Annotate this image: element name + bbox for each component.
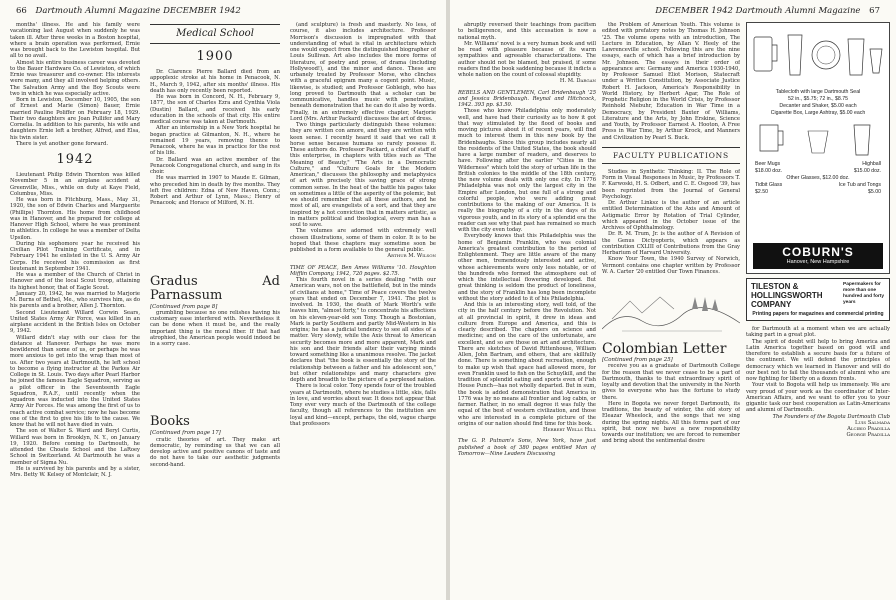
paragraph: Second Lieutenant Willard Corwin Sears, United States Army Air Force, was killed in an airplane accident in the British Isles on October 9, 1942. [10, 309, 140, 335]
right-column-2 [602, 22, 740, 596]
page-number: 67 [869, 6, 880, 16]
ad-line: 52 in., $5.75; 72 in., $8.75 [788, 96, 848, 102]
ad-item-price: $5.00 [868, 189, 881, 195]
ad-line: Tablecloth with large Dartmouth Seal [775, 89, 861, 95]
author-signature: Herbert Wells Hill [543, 427, 596, 433]
continued-note: [Continued from page 17] [150, 430, 221, 437]
author-signature: Arthur M. Wilson [387, 253, 436, 260]
ad-item-label: Ice Tub and Tongs [838, 182, 881, 188]
left-page [0, 0, 446, 600]
paragraph: January 20, 1942, he was married to Marjorie M. Burns of Bethel, Me., who survives him, as do his parents and a brother, Allen J. Thornton. [10, 290, 140, 310]
paragraph: And this is an interesting story, well told, of the city in the half century before the Revolution. Not at all provincial in spirit, it drew in ideas and culture from Europe and America, and this is clearly described. The chapters on science and medicine; and on the care of the unfortunate, are excellent, and so are those on art and architecture. There are sketches of David Rittenhouse, William Allen, John Bartram, and others, that are skillfully done. There is something about recreation, enough to make up wish that space had allowed more, for even Franklin used to fish on the Schuylkill, and the tradition of splendid eating and sports even of Fish House Punch—has not wholly departed. But in sum, the book is added demonstration that America in 1776 was by no means all frontier and log cabin, or farmer. Rather, in no small degree it was fully the equal of the best of western civilization, and those who are interested in a complete picture of the origins of our nation should find time for this book. [458, 302, 596, 427]
paragraph: He was married in 1907 to Maude E. Gilman, who preceded him in death by five months. They left five children: Edna of New Haven, Conn.; Robert and Arthur of Lynn, Mass.; Henry of Penacook; and Horace of Milford, N. H. [150, 175, 280, 207]
ad-item-label: Tidbit Glass [755, 182, 783, 188]
paragraph: receive you as a graduate of Dartmouth College for the reason that we never cease to be a part of Dartmouth, thanks to that extraordinary spirit of loyalty and devotion that the university in the North gives to everyone who has the fortune to study there. [602, 363, 740, 401]
coburn-location: Hanover, New Hampshire [786, 259, 850, 265]
ad-item-price: $18.00 doz. [755, 168, 783, 174]
paragraph: The spirit of doubt will help to bring America and Latin America together based on good will and therefore to establish a secure basis for a future of the continent. We will defend the principles of democracy which we learned in Hanover and will do our best not to fail the thousands of alumni who are now fighting for liberty on a dozen fronts. [746, 338, 890, 382]
paragraph: (and sculpture) is fresh and masterly. No less, of course, it also includes architecture. Professor Morrison's discussion is impregnated with that understanding of what is vital in architecture which one would expect from the distinguished biographer of Louis Sullivan. Art also includes the more forms of literature, of poetry and prose, of drama (including Hollywood!), and the minor and dance. These are urbanely treated by Professor Morse, who clinches with a graceful epigram many a cogent point. Music, likewise, is studied; and Professor Gobleigh, who has long proved to Dartmouth that a scholar can be communicative, handles music with penetration, beneath demonstration that he can do it also by words. Finally, in an extremely effective chapter, Marjorie Lord (Mrs. Arthur Packard) discusses the art of dress. [290, 22, 436, 122]
paragraph: Studies in Synthetic Thinking: II. The Role of Form in Visual Responses in Music, by Professors T. F. Karwoski, H. S. Odbert, and C. E. Osgood '39, has been reprinted from the Journal of General Psychology. [602, 168, 740, 200]
mountain-sketch-illustration [602, 279, 740, 334]
right-running-head [655, 6, 886, 16]
paragraph: Dr. Arthur Linksz is the author of an article entitled Determination of the Axis and Amount of Astigmatic Error by Rotation of Trial Cylinder, which appeared in the October issue of the Archives of Ophthalmology. [602, 200, 740, 231]
paragraph: Dr. Clarence Pierre Ballard died from an appoplexic stroke at his home in Penacook, N. H., March 9, 1942, after six months' illness. His death has only recently been reported. [150, 69, 280, 94]
book-title: TIME OF PEACE, Ben Ames Williams '10. Houghton Mifflin Company, 1942, 720 pages. $2.75. [290, 264, 436, 277]
paragraph: The volumes are adorned with extremely well chosen illustrations, some of them in color. It is to be hoped that these chapters may sometime soon be published in a form available to the general public. [290, 228, 436, 253]
paragraph: Mr. Williams' novel is a very human book and will be read with pleasure because of its warm sympathies and agreeable characterizations. The author should not be blamed, but praised, if some readers find the book saddening because it indicts a whole nation on the count of colossal stupidity. [458, 40, 596, 78]
right-column-1 [458, 22, 596, 596]
paragraph: Here in Bogota we never forget Dartmouth, its traditions, the beauty of winter, the old story of Eleazar Wheelock, and the songs that we sing during the spring nights. All this forms part of our spirit, but now we have a new responsibility towards our institution; we are forced to remember and bring about the sentimental desire [602, 400, 740, 445]
paragraph: He was a member of the Church of Christ in Hanover and of the local Scout troop, attaining its highest honor, that of Eagle Scout. [10, 272, 140, 291]
ad-item-label: Other Glasses, $12.00 doz. [786, 175, 850, 181]
paragraph: This fourth novel in a series dealing "with our American wars, not on the battlefield, but in the minds of civilians at home," Time of Peace covers the twelve years that ended on December 7, 1941. The plot is involved. In 1930, the death of Mark Worth's wife leaves him, "almost forty," to concentrate his affections on his eleven-year-old son Tony. Though a Bostonian, Mark is partly Southern and partly Mid-Western in his origins; he has a judicial tendency to see all sides of a matter. Very slowly, while the Axis threat to American security becomes more and more apparent, Mark and his son and their friends alter their varying minds toward something like a unanimous resolve. The jacket declares that "the book is essentially the story of the relationship between a father and his adolescent son," but other relationships and many characters give depth and breadth to the picture of a perplexed nation. [290, 277, 436, 383]
tileston-name: HOLLINGSWORTH [751, 291, 823, 300]
ad-item-price: $15.00 doz. [853, 168, 881, 174]
paragraph: abruptly reversed their teachings from pacifism to belligerence, and this accusation is now a national myth. [458, 22, 596, 41]
continued-note: [Continued from page 25] [602, 357, 673, 363]
paragraph: cratic theories of art. They make art democratic, by reminding us that we can all develop active and positive canons of taste and do not have to take our aesthetic judgments second-hand. [150, 436, 280, 468]
paragraph: Those who know Philadelphia only moderately well, and have had their curiosity as to how it got that way stimulated by the flood of books and moving pictures about it of recent years, will find much to interest them in this new book by the Bridenbaughs. Since this group includes nearly all the residents of the United States, the book should have a large number of readers, and deserves to have. Following after the earlier "Cities in the Wilderness" which told the story of urban life in the British colonies to the middle of the 18th century, the new volume deals with only one city. In 1776 Philadelphia was not only the largest city in the Empire after London, but one full of a strong and colorful people, who were adding great contributions to the making of our America. It is really the biography of a city in the days of its vigorous youth, and in its story of a splendid era the reader can see why that past has remained so much with the city even today. [458, 108, 596, 233]
paragraph: Dr. Ballard was an active member of the Penacook Congregational church, and sang in its choir. [150, 156, 280, 175]
continued-note: [Continued from page 8] [150, 303, 218, 310]
paragraph: grumbling because no one relishes having his customary ease interfered with. Nevertheless it can be done when it must be, and the really important thing is the moral fiber. If that had atrophied, the American people would indeed be in a sorry case. [150, 309, 280, 347]
ad-item-price: $2.50 [755, 189, 768, 195]
tileston-ad [746, 278, 890, 321]
paragraph: He is survived by his parents and by a sister, Mrs. Betty W. Kelsey of Montclair, N. J. [10, 465, 140, 478]
author-signature: H. M. Dargan [559, 78, 596, 85]
left-column-1 [10, 22, 140, 596]
paragraph: Everybody knows that this Philadelphia was the home of Benjamin Franklin, who was colonial America's greatest contribution to the period of Enlightenment. They are little aware of the many other men, tremendously interested and active, whose achievements were only less notable, or of the hundreds who formed the atmosphere out of which the intellectual flowering developed. But great thinking is seldom the product of loneliness, and the story of Franklin has long been incomplete without the story added to it of his Philadelphia. [458, 233, 596, 302]
right-column-3 [746, 22, 890, 596]
paragraph: months' illness. He and his family were vacationing last August when suddenly he was taken ill. After three weeks in a Boston hospital, where a brain operation was performed, Ernie was brought back to the Lewiston hospital. But all to no avail. [10, 22, 140, 60]
paragraph: After an internship in a New York hospital he began practice at Gilmanton, N. H., where he remained 19 years, removing thence to Penacook, where he was in practice for the rest of his life. [150, 125, 280, 157]
mug-illustration [748, 121, 888, 161]
signer: Luis Salmada [855, 419, 890, 426]
paragraph: He was born in Fitchburg, Mass., May 31, 1920, the son of Edwin Charles and Marguerite (Phillips) Thornton. His home from childhood was in Hanover, and he prepared for college at Hanover High School, where he was prominent in athletics. In college he was a member of Delta Upsilon. [10, 197, 140, 241]
section-title: FACULTY PUBLICATIONS [602, 147, 740, 164]
tileston-side-text: Papermakers for more than one hundred and forty years [843, 282, 885, 305]
article-title: Books [150, 414, 190, 430]
paragraph: He was born in Concord, N. H., February 9, 1877, the son of Charles Ezra and Cynthia Viola (Dustin) Ballard, and received his early education in the schools of that city. His entire medical course was taken at Dartmouth. [150, 94, 280, 125]
book-title: REBELS AND GENTLEMEN, Carl Bridenbaugh '25 and Jessica Bridenbaugh. Reynal and Hitchcock, 1942. 393 pp. $3.50. [458, 89, 596, 108]
paragraph: There is local color. Tony spends four of the troubled years at Dartmouth, where he studies a little, skis, falls in love, and worries about war. It does not appear that Tony ever very much of the Dartmouth of the college faculty, though all references to the institution are loyal and kind—except, perhaps, the old, vague charge that professors [290, 383, 436, 427]
running-head-text: DECEMBER 1942 Dartmouth Alumni Magazine [655, 6, 861, 16]
paragraph: Your visit to Bogota will help us immensely. We are very proud of your work as the coordinator of Inter-American Affairs, and we want to offer you to your gigantic task our best cooperation as Latin-Americans and alumni of Dartmouth. [746, 382, 890, 414]
class-year-heading: 1942 [56, 152, 94, 167]
paragraph: Almost his entire business career was devoted to the Bauer Hardware Co. of Lewiston, of which Ernie was treasurer and co-owner. His interests were many, and they all involved helping others. The Salvation Army and the Boy Scouts were two in which he was especially active. [10, 59, 140, 97]
paragraph: Dr. R. M. Trum, Jr. is the author of A Revision of the Genus Dictyopteris, which appears as contribution CXLIII of Contributions from the Gray Herbarium of Harvard University. [602, 231, 740, 256]
coburn-name: COBURN'S [782, 245, 854, 259]
signer: George Pradilla [846, 432, 890, 439]
article-title: Gradus Ad Parnassum [150, 273, 280, 303]
tileston-name: COMPANY [751, 300, 792, 309]
article-title: Colombian Letter [602, 341, 727, 357]
paragraph: The son of Walter S. Ward and Beryl Curtis, Willard was born in Brooklyn, N. Y., on January 19, 1920. Before coming to Dartmouth, he attended the Choate School and the LaRoey School in Switzerland. At Dartmouth he was a member of Sigma Nu. [10, 428, 140, 466]
paragraph: the Problem of American Youth. This volume is edited with prefatory notes by Thomas H. Johnson '25. The volume opens with an introduction, The Lecture in Education, by Allan V. Heely of the Lawrenceville school. Following this are the nine essays, each of which has a brief introduction by Mr. Johnson. The essays in their order of appearance are: Germany and America 1930-1940, by Professor Samuel Eliot Morison, Statecraft under a Written Constitution, by Associate Justice Robert H. Jackson, America's Responsibility in World History, by Herbert Agar, The Role of Prophetic Religion in the World Crisis, by Professor Reinhold Niebuhr, Education in War Time in a Democracy, by President Baxter of Williams, Literature and the Arts, by John Erskine, Science and Youth, by Professor Earnest A. Hooton, A Free Press in War Time, by Arthur Krock, and Manners and Civilization by Pearl S. Buck. [602, 22, 740, 141]
ad-line: Cigarette Box, Large Ashtray, $5.00 each [770, 110, 866, 116]
class-year-heading: 1900 [196, 49, 234, 64]
tileston-name: TILESTON & [751, 282, 799, 291]
running-head-text: Dartmouth Alumni Magazine DECEMBER 1942 [35, 6, 241, 16]
paragraph: Born in Lewiston, December 10, 1905, the son of Ernest and Marie (Simon) Bauer, Ernie married Pauline Poliffer on February 18, 1929. Their two daughters are Joan Pullifer and Mary Cornelia. In addition to his parents, his wife and daughters Ernie left a brother, Alfred, and Elsa, his twin sister. [10, 97, 140, 141]
page-number: 66 [16, 6, 27, 16]
coburn-ad [746, 22, 890, 274]
glassware-illustration [748, 25, 888, 87]
paragraph: Two things particularly distinguish these volumes: they are written con amore, and they are written with keen sense. I recently heard it said that we call it horse sense because humans so rarely possess it. These authors do. Professor Packard, a chief of staff of this enterprise, in chapters with titles such as "The Meaning of Beauty," "The Arts in a Democratic Culture," and "Culture Goals for the Modern American," discusses the philosophy and metaphysics of art with precisely this saving grace of strong common sense. In the heat of the battle his pages take on sometimes a little of the asperity of the polemic, but we should remember that all these authors, and he most of all, are evangelists of a sort, and that they are inspired by a hot conviction that in matters artistic, as in matters political and theological, every man has a soul to save. [290, 122, 436, 228]
paragraph: There is yet another gone forward. [16, 140, 108, 147]
ad-item-label: Beer Mugs [755, 161, 781, 167]
ad-item-label: Highball [862, 161, 881, 167]
coburn-banner [753, 243, 883, 269]
left-column-2 [150, 22, 280, 596]
left-column-3 [290, 22, 436, 596]
paragraph: Lieutenant Philip Edwin Thornton was killed November 5 in an airplane accident at Greenville, Miss., while on duty at Kaye Field, Columbus, Miss. [10, 172, 140, 197]
signer: Alcibio Pradilla [847, 426, 890, 432]
ad-line: Decanter and Shaker, $5.00 each [779, 103, 857, 109]
paragraph: During his sophomore year he received his Civilian Pilot Training Certificate, and in February 1941 he enlisted in the U. S. Army Air Corps. He received his commission as first lieutenant in September 1941. [10, 240, 140, 272]
tileston-tagline: Printing papers for magazines and commercial printing [752, 311, 884, 317]
paragraph: for Dartmouth at a moment when we are actually taking part in a great plot. [746, 326, 890, 339]
closing-line: The Founders of the Bogota Dartmouth Club [772, 413, 890, 420]
book-note: The G. P. Putnam's Sons, New York, have just published a book of 380 pages entitled Man of Tomorrow—Nine Leaders Discussing [458, 438, 596, 457]
paragraph: Willard didn't stay with our class for the distance at Hanover. Perhaps he was more bewildered than some of us, or perhaps he was more anxious to get into the wrap than most of us. After two years at Dartmouth, he left school to become a flying instructor at the Parkes Air College in St. Louis. Two days after Pearl Harbor he joined the famous Eagle Squadron, serving as a pilot officer in the Seventeenth Eagle Squadron, R.A.F., until recently when the squadron was inducted into the United States Army Air Forces. He was among the first of us to reach active combat service; now he has become one of the first to give his life to the cause. We know that he will not have died in vain. [10, 334, 140, 428]
paragraph: Know Your Town, the 1940 Survey of Norwich, Vermont contains one chapter written by Professor W. A. Carter '20 entitled Our Town Finances. [602, 256, 740, 275]
right-page [450, 0, 896, 600]
left-running-head [10, 6, 241, 16]
section-title: Medical School [150, 24, 280, 44]
